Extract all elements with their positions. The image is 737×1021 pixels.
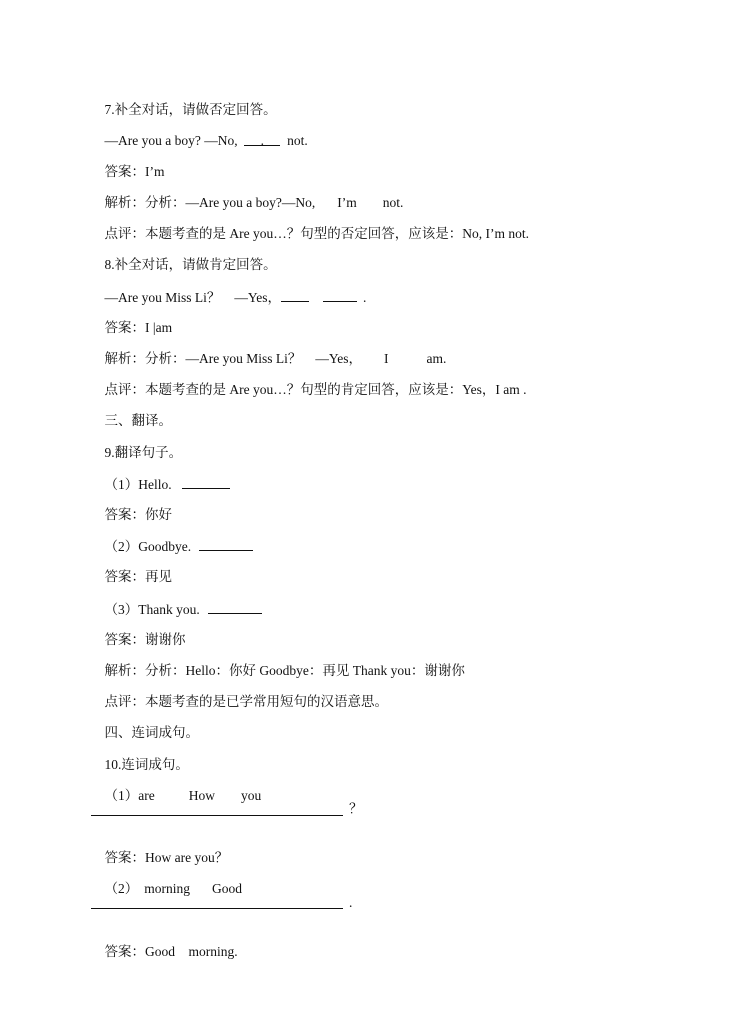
q7-question-end: not. [287,133,308,148]
q7-title [91,83,277,117]
word-chip: How [188,788,215,803]
analysis-label: 解析：分析： [104,195,186,210]
q9-title-text: 9.翻译句子。 [104,445,183,460]
comment-label: 点评： [104,694,145,709]
answer-label: 答案： [104,164,145,179]
q8-blank-1[interactable] [281,288,309,302]
q8-analysis-part: I [384,351,389,366]
q9-item-2-blank[interactable] [199,537,253,551]
q9-item-answer: 再见 [145,569,172,584]
q10-item-2-end-mark [349,894,352,912]
q7-answer-text: I’m [145,164,165,179]
answer-label: 答案： [104,850,145,865]
q9-comment-text: 本题考查的是已学常用短句的汉语意思。 [145,694,388,709]
q8-comment [91,363,527,397]
q9-analysis [91,644,465,678]
section-3-heading [91,394,172,428]
q8-analysis [91,332,447,366]
q8-title-text: 8.补全对话，请做肯定回答。 [104,257,277,272]
word-chip: Good [212,881,242,896]
q9-item-1 [91,457,230,492]
q7-analysis [91,176,404,210]
q9-item-answer: 谢谢你 [145,632,186,647]
q10-item-2-answer [91,925,238,959]
q10-item-1-answer-line[interactable] [91,815,343,816]
word-chip: morning [144,881,190,896]
q9-comment [91,675,388,709]
answer-label: 答案： [104,944,145,959]
q10-item-1-end-mark [349,800,363,818]
q8-question [91,270,367,305]
q10-item-answer: Good morning. [145,944,238,959]
q9-item-3-answer [91,613,186,647]
analysis-label: 解析：分析： [104,663,186,678]
q10-item-2-answer-line[interactable] [91,908,343,909]
q9-item-prompt: （3）Thank you. [104,602,200,617]
q8-question-text: —Yes， [234,290,282,305]
q8-title [91,238,277,272]
q10-item-answer: How are you？ [145,850,229,865]
section-4-heading [91,706,199,740]
q8-analysis-part: —Yes， [315,351,363,366]
q9-item-1-answer [91,488,172,522]
q9-item-2-answer [91,550,172,584]
q10-item-1-words [91,769,262,803]
q7-title-text: 7.补全对话，请做否定回答。 [104,102,277,117]
answer-label: 答案： [104,632,145,647]
q9-title [91,426,183,460]
q7-analysis-part: I’m [337,195,357,210]
word-chip: you [240,788,262,803]
answer-label: 答案： [104,507,145,522]
q8-answer-text: I |am [145,320,173,335]
answer-label: 答案： [104,320,145,335]
q10-item-2-end-mark-text: . [349,895,353,910]
q7-question [91,114,308,148]
q10-title [91,738,189,772]
comment-label: 点评： [104,226,145,241]
answer-label: 答案： [104,569,145,584]
q8-analysis-part: am. [426,351,447,366]
comment-label: 点评： [104,382,145,397]
q7-comment-text: 本题考查的是 Are you…？句型的否定回答，应该是：No, I’m not. [145,226,529,241]
q8-analysis-part: —Are you Miss Li？ [185,351,302,366]
q9-item-answer: 你好 [145,507,172,522]
q8-question-end: . [363,290,367,305]
q7-answer-blank[interactable] [244,132,280,146]
section-4-title: 四、连词成句。 [104,725,199,740]
q9-item-1-blank[interactable] [182,475,230,489]
q10-item-number: （1） [104,788,139,803]
q8-blank-2[interactable] [323,288,357,302]
q7-analysis-part: not. [382,195,404,210]
q7-comment [91,207,529,241]
q8-comment-text: 本题考查的是 Are you…？句型的肯定回答，应该是：Yes，I am . [145,382,527,397]
q8-answer [91,301,173,335]
q7-analysis-part: —Are you a boy?—No, [185,195,316,210]
analysis-label: 解析：分析： [104,351,186,366]
word-chip: are [138,788,155,803]
q9-item-2 [91,519,253,554]
q9-item-3 [91,582,262,617]
q10-title-text: 10.连词成句。 [104,757,189,772]
q9-item-prompt: （2）Goodbye. [104,539,192,554]
q10-item-2-words [91,862,242,896]
q10-item-number: （2） [104,881,139,896]
section-3-title: 三、翻译。 [104,413,172,428]
q10-item-1-answer [91,831,229,865]
q7-blank-dot: . [260,133,265,148]
q7-question-text: —Are you a boy? —No, [104,133,238,148]
q9-item-prompt: （1）Hello. [104,477,172,492]
q9-analysis-text: Hello：你好 Goodbye：再见 Thank you：谢谢你 [185,663,465,678]
q7-answer [91,145,165,179]
q10-item-1-end-mark-text: ？ [349,801,363,816]
q9-item-3-blank[interactable] [208,600,262,614]
q8-question-text: —Are you Miss Li？ [104,290,221,305]
